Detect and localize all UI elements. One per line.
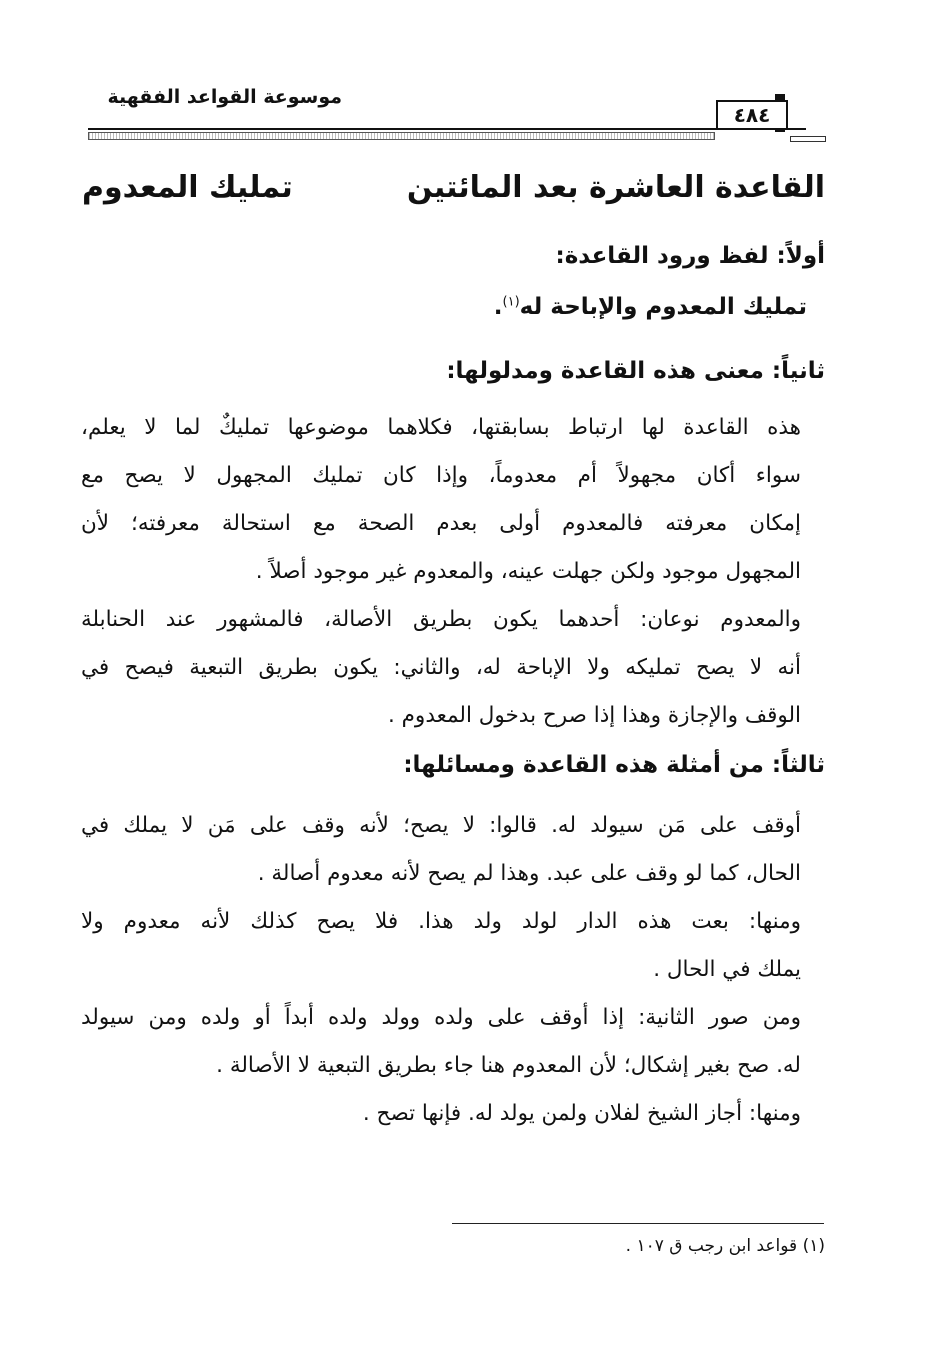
- text-line: المجهول موجود ولكن جهلت عينه، والمعدوم غير موجود أصلاً .: [255, 559, 801, 584]
- text-line: إمكان معرفته فالمعدوم أولى بعدم الصحة مع استحالة معرفته؛ لأن: [81, 511, 801, 536]
- text-line: هذه القاعدة لها ارتباط بسابقتها، فكلاهما موضوعها تمليكٌ لما لا يعلم،: [81, 415, 801, 440]
- paragraph-example-1: [81, 802, 801, 898]
- text-line: ومن صور الثانية: إذا أوقف على ولده وولد ولده أبداً أو ولده ومن سيولد: [81, 1005, 801, 1030]
- rule-end: .: [493, 294, 503, 320]
- text-line: ومنها: بعت هذه الدار لولد ولد هذا. فلا يصح كذلك لأنه معدوم ولا: [81, 909, 801, 934]
- text-line: الوقف والإجازة وهذا إذا صرح بدخول المعدوم .: [387, 703, 801, 728]
- text-line: له. صح بغير إشكال؛ لأن المعدوم هنا جاء بطريق التبعية لا الأصالة .: [216, 1053, 801, 1078]
- footnote-separator: [452, 1223, 824, 1224]
- rule-text: تمليك المعدوم والإباحة له: [519, 294, 807, 320]
- text-line: ومنها: أجاز الشيخ لفلان ولمن يولد له. فإنها تصح .: [362, 1101, 801, 1126]
- text-line: والمعدوم نوعان: أحدهما يكون بطريق الأصالة، فالمشهور عند الحنابلة: [81, 607, 801, 632]
- text-line: سواء أكان مجهولاً أم معدوماً، وإذا كان تمليك المجهول لا يصح مع: [81, 463, 801, 488]
- chapter-subtitle: تمليك المعدوم: [82, 170, 293, 205]
- footnote-marker: (١): [802, 1236, 825, 1256]
- paragraph-types: [81, 596, 801, 740]
- header-ornament-end: [790, 136, 826, 142]
- header-ornament-band: [88, 132, 715, 140]
- rule-statement: [494, 294, 807, 320]
- running-title: موسوعة القواعد الفقهية: [107, 86, 342, 108]
- text-line: يملك في الحال .: [653, 957, 801, 982]
- page-number: ٤٨٤: [716, 100, 788, 130]
- footnote-ref[interactable]: (١): [502, 294, 520, 310]
- chapter-title: القاعدة العاشرة بعد المائتين: [406, 170, 825, 205]
- text-line: أنه لا يصح تمليكه ولا الإباحة له، والثاني: يكون بطريق التبعية فيصح في: [81, 655, 801, 680]
- text-line: أوقف على مَن سيولد له. قالوا: لا يصح؛ لأنه وقف على مَن لا يملك في: [81, 813, 801, 838]
- footnote-text: قواعد ابن رجب ق ١٠٧ .: [625, 1236, 798, 1256]
- paragraph-meaning: [81, 404, 801, 596]
- section-heading-2: ثانياً: معنى هذه القاعدة ومدلولها:: [446, 358, 825, 384]
- section-heading-1: أولاً: لفظ ورود القاعدة:: [555, 243, 825, 269]
- footnote: [626, 1236, 825, 1256]
- section-heading-3: ثالثاً: من أمثلة هذه القاعدة ومسائلها:: [403, 752, 825, 778]
- paragraph-example-3: [81, 994, 801, 1090]
- paragraph-example-4: [81, 1090, 801, 1138]
- paragraph-example-2: [81, 898, 801, 994]
- header-rule: [88, 128, 806, 130]
- text-line: الحال، كما لو وقف على عبد. وهذا لم يصح لأنه معدوم أصالة .: [257, 861, 801, 886]
